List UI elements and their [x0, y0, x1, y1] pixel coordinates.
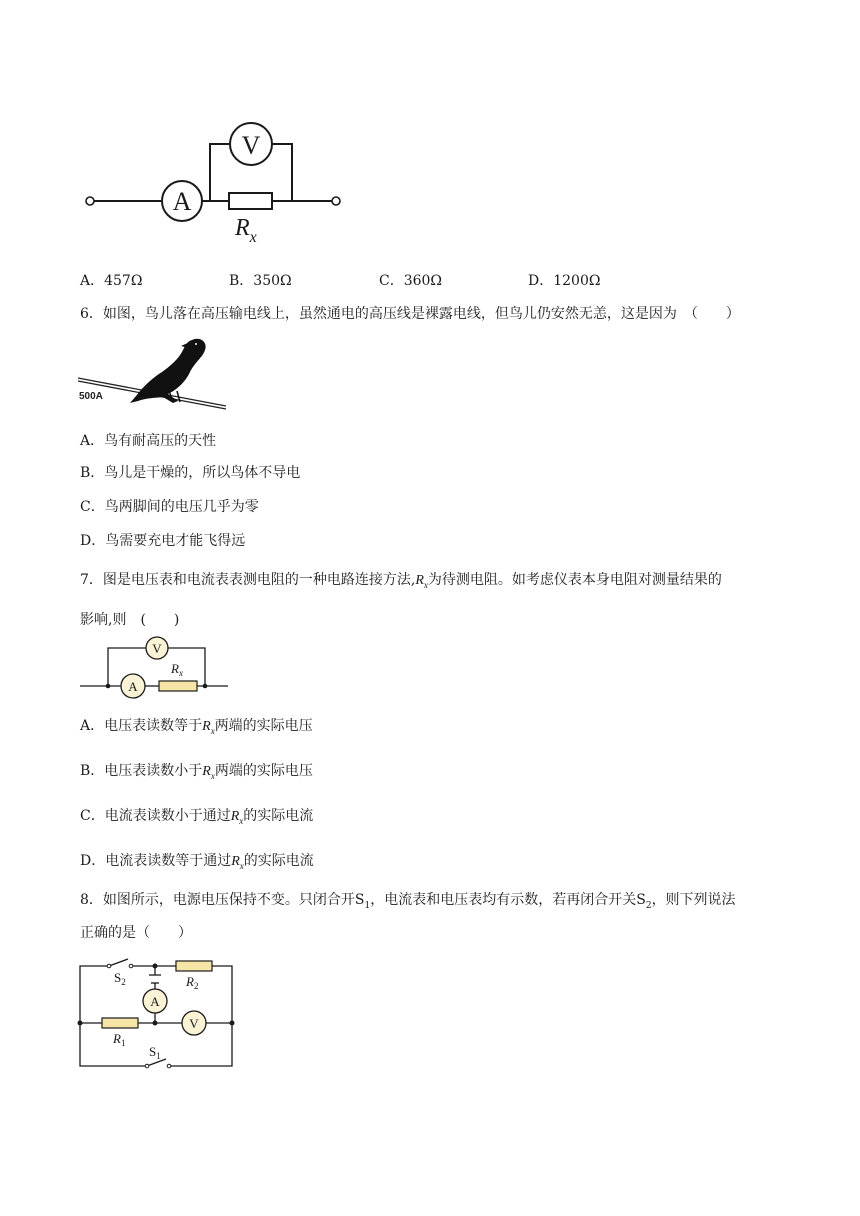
- q6-option-b[interactable]: B．鸟儿是干燥的，所以鸟体不导电: [80, 465, 301, 481]
- q7-option-a[interactable]: A．电压表读数等于$R_x$两端的实际电压: [80, 718, 313, 736]
- resistor-label: $R_x$: [235, 215, 257, 246]
- resistor-r2-label: $R_2$: [186, 974, 199, 991]
- resistor-label: $R_x$: [171, 661, 183, 678]
- q5-option-d[interactable]: D．1200Ω: [528, 273, 601, 289]
- resistor-r1-label: $R_1$: [113, 1031, 126, 1048]
- voltmeter-label: V: [152, 641, 162, 656]
- ammeter-label: A: [128, 679, 138, 694]
- voltmeter-label: V: [189, 1016, 199, 1031]
- q8-stem-line2: 正确的是（ ）: [80, 925, 192, 941]
- q5-option-a[interactable]: A．457Ω: [80, 273, 143, 289]
- ammeter-label: A: [172, 187, 192, 216]
- resistor-r1-symbol: [102, 1018, 138, 1028]
- q5-option-b[interactable]: B．350Ω: [229, 273, 292, 289]
- switch-s2-label: $S_2$: [114, 970, 126, 987]
- q7-option-b[interactable]: B．电压表读数小于$R_x$两端的实际电压: [80, 763, 313, 781]
- voltmeter-label: V: [241, 131, 261, 160]
- q8-stem-line1: 8．如图所示，电源电压保持不变。只闭合开$S_1$，电流表和电压表均有示数，若再闭合开关$S_2$，则下列说法: [80, 892, 736, 911]
- q7-stem-line2: 影响,则 ( ): [80, 612, 180, 628]
- resistor-r2-symbol: [176, 961, 212, 971]
- q6-option-a[interactable]: A．鸟有耐高压的天性: [80, 433, 217, 449]
- q5-option-c[interactable]: C．360Ω: [379, 273, 443, 289]
- q7-option-d[interactable]: D．电流表读数等于通过$R_x$的实际电流: [80, 853, 314, 871]
- q6-option-c[interactable]: C．鸟两脚间的电压几乎为零: [80, 499, 259, 515]
- current-label: 500A: [79, 391, 103, 402]
- q6-stem: 6．如图，鸟儿落在高压输电线上，虽然通电的高压线是裸露电线，但鸟儿仍安然无恙，这是因为 （ ）: [80, 306, 740, 322]
- q7-stem-line1: 7．图是电压表和电流表表测电阻的一种电路连接方法$,R_x$为待测电阻。如考虑仪表本身电阻对测量结果的: [80, 572, 722, 590]
- q6-option-d[interactable]: D．鸟需要充电才能飞得远: [80, 533, 246, 549]
- switch-s1-label: $S_1$: [149, 1044, 161, 1061]
- q7-option-c[interactable]: C．电流表读数小于通过$R_x$的实际电流: [80, 808, 314, 826]
- ammeter-label: A: [150, 994, 160, 1009]
